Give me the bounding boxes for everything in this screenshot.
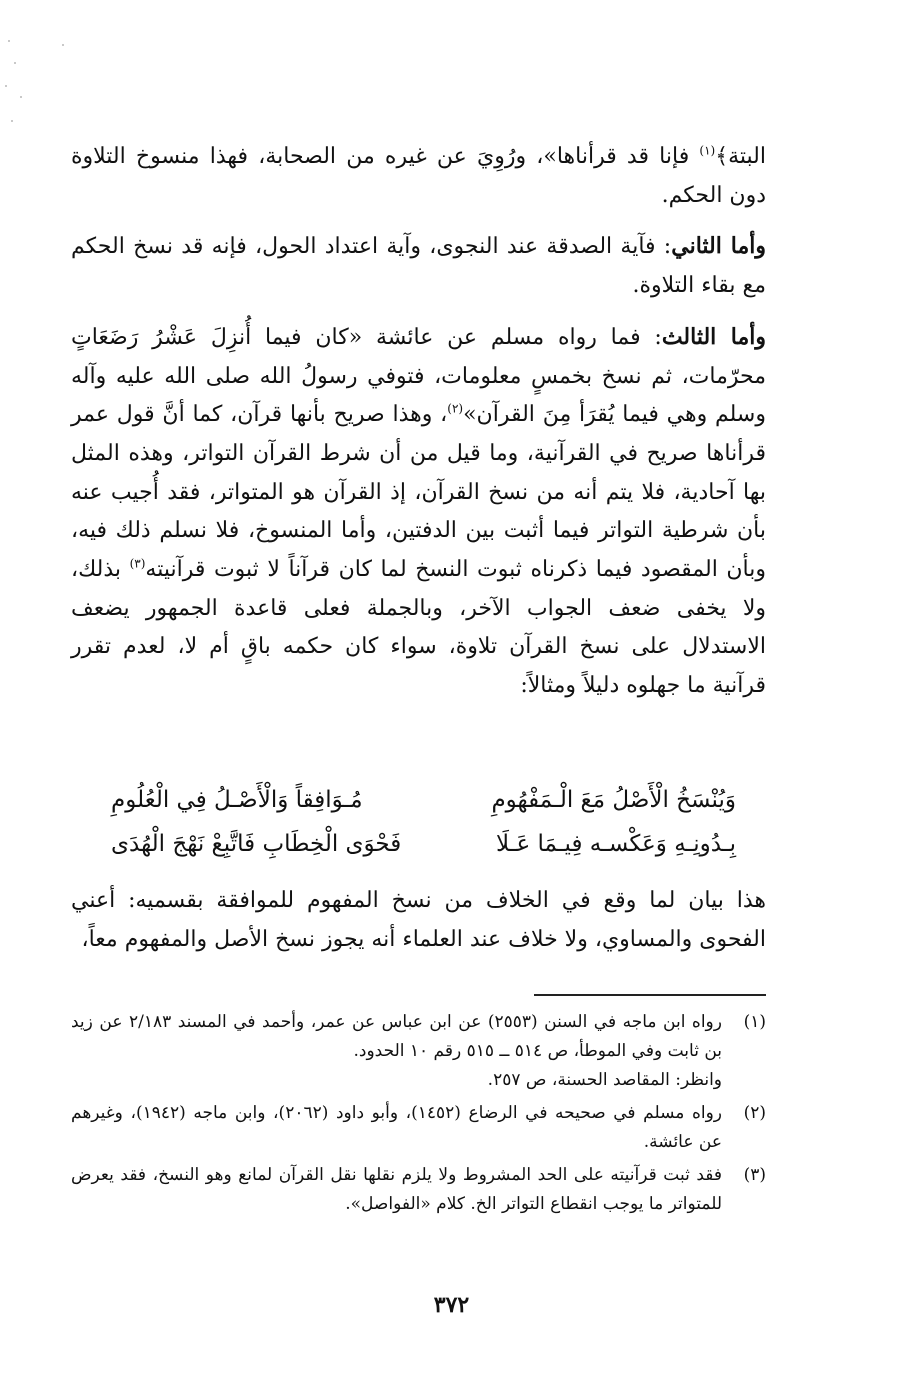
paragraph-1 [71, 138, 766, 215]
main-text [71, 138, 766, 706]
footnote-number: (١) [743, 1012, 766, 1032]
footnote-1 [71, 1008, 766, 1095]
footnote-ref-1: (١) [699, 143, 716, 158]
footnote-body [71, 1161, 722, 1219]
footnote-text: فقد ثبت قرآنيته على الحد المشروط ولا يلزم نقلها نقل القرآن لمانع وهو النسخ، فقد يعرض للمتواتر ما يوجب انقطاع التواتر الخ. كلام «الفواصل». [71, 1165, 722, 1214]
paragraph-2 [71, 227, 766, 305]
paragraph-3 [71, 318, 766, 706]
p1-rest: فإنا قد قرأناها»، ورُوِيَ عن غيره من الصحابة، فهذا منسوخ التلاوة دون الحكم. [71, 144, 766, 208]
footnote-ref-3: (٣) [129, 556, 146, 571]
scan-speck [5, 85, 7, 87]
verse-1-second-hemistich: مُـوَافِقاً وَالْأَصْـلُ فِي الْعُلُومِ [111, 787, 363, 813]
commentary-text [71, 882, 766, 959]
p3-lead: وأما الثالث [661, 323, 766, 350]
footnote-text: رواه ابن ماجه في السنن (٢٥٥٣) عن ابن عباس عن عمر، وأحمد في المسند ٢/١٨٣ عن زيد بن ثابت وفي الموطأ، ص ٥١٤ ــ ٥١٥ رقم ١٠ الحدود. [71, 1012, 722, 1061]
footnote-body [71, 1099, 722, 1157]
footnote-text: رواه مسلم في صحيحه في الرضاع (١٤٥٢)، وأبو داود (٢٠٦٢)، وابن ماجه (١٩٤٢)، وغيرهم عن عائشة. [71, 1103, 722, 1152]
p3-text-1: : فما رواه مسلم عن عائشة «كان فيما أُنزِلَ عَشْرُ رَضَعَاتٍ محرّمات، ثم نسخ بخمسٍ معلومات، فتوفي رسولُ الله صلى الله عليه وآله وسلم وهي فيما يُقرَأ مِنَ القرآن» [71, 324, 766, 428]
scan-speck [62, 44, 64, 46]
page-number: ٣٧٢ [433, 1292, 470, 1318]
footnotes [71, 1008, 766, 1219]
verse-1-first-hemistich: وَيُنْسَخُ الْأَصْلُ مَعَ الْـمَفْهُومِ [491, 787, 736, 813]
verse-line-2 [71, 822, 766, 866]
paragraph-4: هذا بيان لما وقع في الخلاف من نسخ المفهوم للموافقة بقسميه: أعني الفحوى والمساوي، ولا خلاف عند العلماء أنه يجوز نسخ الأصل والمفهوم معاً، [71, 888, 766, 952]
p2-lead: وأما الثاني [671, 233, 766, 260]
footnote-3 [71, 1161, 766, 1219]
p3-text-3: بذلك، ولا يخفى ضعف الجواب الآخر، وبالجملة فعلى قاعدة الجمهور يضعف الاستدلال على نسخ القرآن تلاوة، سواء كان حكمه باقٍ أم لا، لعدم تقرر قرآنية ما جهلوه دليلاً ومثالاً: [71, 557, 766, 699]
verse-2-second-hemistich: فَحْوَى الْخِطَابِ فَاتَّبِعْ نَهْجَ الْهُدَى [111, 831, 402, 857]
p2-text: : فآية الصدقة عند النجوى، وآية اعتداد الحول، فإنه قد نسخ الحكم مع بقاء التلاوة. [71, 234, 766, 299]
footnote-2 [71, 1099, 766, 1157]
verse-2-first-hemistich: بِـدُونِـهِ وَعَكْسـه فِيـمَا عَـلَا [495, 831, 736, 857]
footnote-separator [534, 994, 766, 996]
scan-speck [8, 40, 10, 42]
p3-text-2: ، وهذا صريح بأنها قرآن، كما أنَّ قول عمر قرأناها صريح في القرآنية، وما قيل من أن شرط القرآن التواتر، وهذه المثل بها آحادية، فلا يتم أنه من نسخ القرآن، إذ القرآن هو المتواتر، فقد أُجيب عنه بأن شرطية التواتر فيما أثبت بين الدفتين، وأما المنسوخ، فلا نسلم ذلك فيه، وبأن المقصود فيما ذكرناه ثبوت النسخ لما كان قرآناً لا ثبوت قرآنيته [71, 402, 767, 583]
footnote-number: (٢) [743, 1103, 766, 1123]
scan-speck [14, 62, 16, 64]
footnote-number: (٣) [743, 1165, 766, 1185]
scan-speck [11, 120, 13, 122]
p1-text: البتة﴾ [715, 144, 766, 169]
poem-verse [71, 778, 766, 866]
footnote-extra: وانظر: المقاصد الحسنة، ص ٢٥٧. [487, 1070, 722, 1090]
footnote-body [71, 1008, 722, 1095]
scan-speck [20, 96, 22, 98]
footnote-ref-2: (٢) [447, 401, 464, 416]
verse-line-1 [71, 778, 766, 822]
